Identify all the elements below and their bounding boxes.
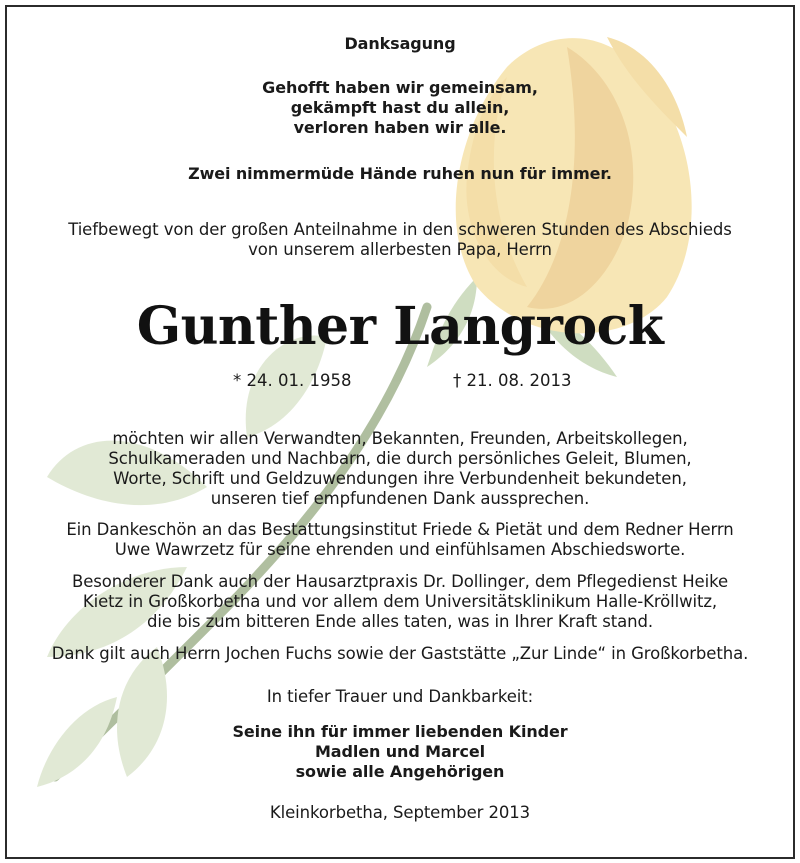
other-thanks: Dank gilt auch Herrn Jochen Fuchs sowie der Gaststätte „Zur Linde“ in Großkorbetha. <box>51 644 749 663</box>
closing: In tiefer Trauer und Dankbarkeit: <box>266 687 534 706</box>
institute-thanks-line: Uwe Wawrzetz für seine ehrenden und einfühlsamen Abschiedsworte. <box>114 540 686 559</box>
place-date: Kleinkorbetha, September 2013 <box>269 803 531 822</box>
institute-thanks-line: Ein Dankeschön an das Bestattungsinstitut Friede & Pietät und dem Redner Herrn <box>66 520 734 539</box>
poem-line: Gehofft haben wir gemeinsam, <box>262 78 538 97</box>
intro-line: von unserem allerbesten Papa, Herrn <box>248 240 552 259</box>
signature-line: sowie alle Angehörigen <box>295 762 505 781</box>
heading: Danksagung <box>344 34 456 53</box>
body-line: möchten wir allen Verwandten, Bekannten, Freunden, Arbeitskollegen, <box>112 429 688 448</box>
poem-line: gekämpft hast du allein, <box>290 98 510 117</box>
doctor-thanks-line: Kietz in Großkorbetha und vor allem dem Universitätsklinikum Halle-Kröllwitz, <box>82 592 718 611</box>
obituary-notice <box>5 5 795 859</box>
notice-text <box>7 7 793 857</box>
death-date: † 21. 08. 2013 <box>453 371 572 390</box>
doctor-thanks-line: Besonderer Dank auch der Hausarztpraxis Dr. Dollinger, dem Pflegedienst Heike <box>71 572 729 591</box>
signature-line: Madlen und Marcel <box>314 742 485 761</box>
subline: Zwei nimmermüde Hände ruhen nun für immer. <box>188 164 612 183</box>
poem-line: verloren haben wir alle. <box>293 118 507 137</box>
body-line: unseren tief empfundenen Dank aussprechen. <box>210 489 590 508</box>
intro-line: Tiefbewegt von der großen Anteilnahme in den schweren Stunden des Abschieds <box>68 220 732 239</box>
birth-date: * 24. 01. 1958 <box>233 371 352 390</box>
body-line: Schulkameraden und Nachbarn, die durch persönliches Geleit, Blumen, <box>108 449 692 468</box>
signature-line: Seine ihn für immer liebenden Kinder <box>232 722 568 741</box>
deceased-name: Gunther Langrock <box>136 296 664 357</box>
doctor-thanks-line: die bis zum bitteren Ende alles taten, was in Ihrer Kraft stand. <box>147 612 653 631</box>
body-line: Worte, Schrift und Geldzuwendungen ihre Verbundenheit bekundeten, <box>113 469 687 488</box>
